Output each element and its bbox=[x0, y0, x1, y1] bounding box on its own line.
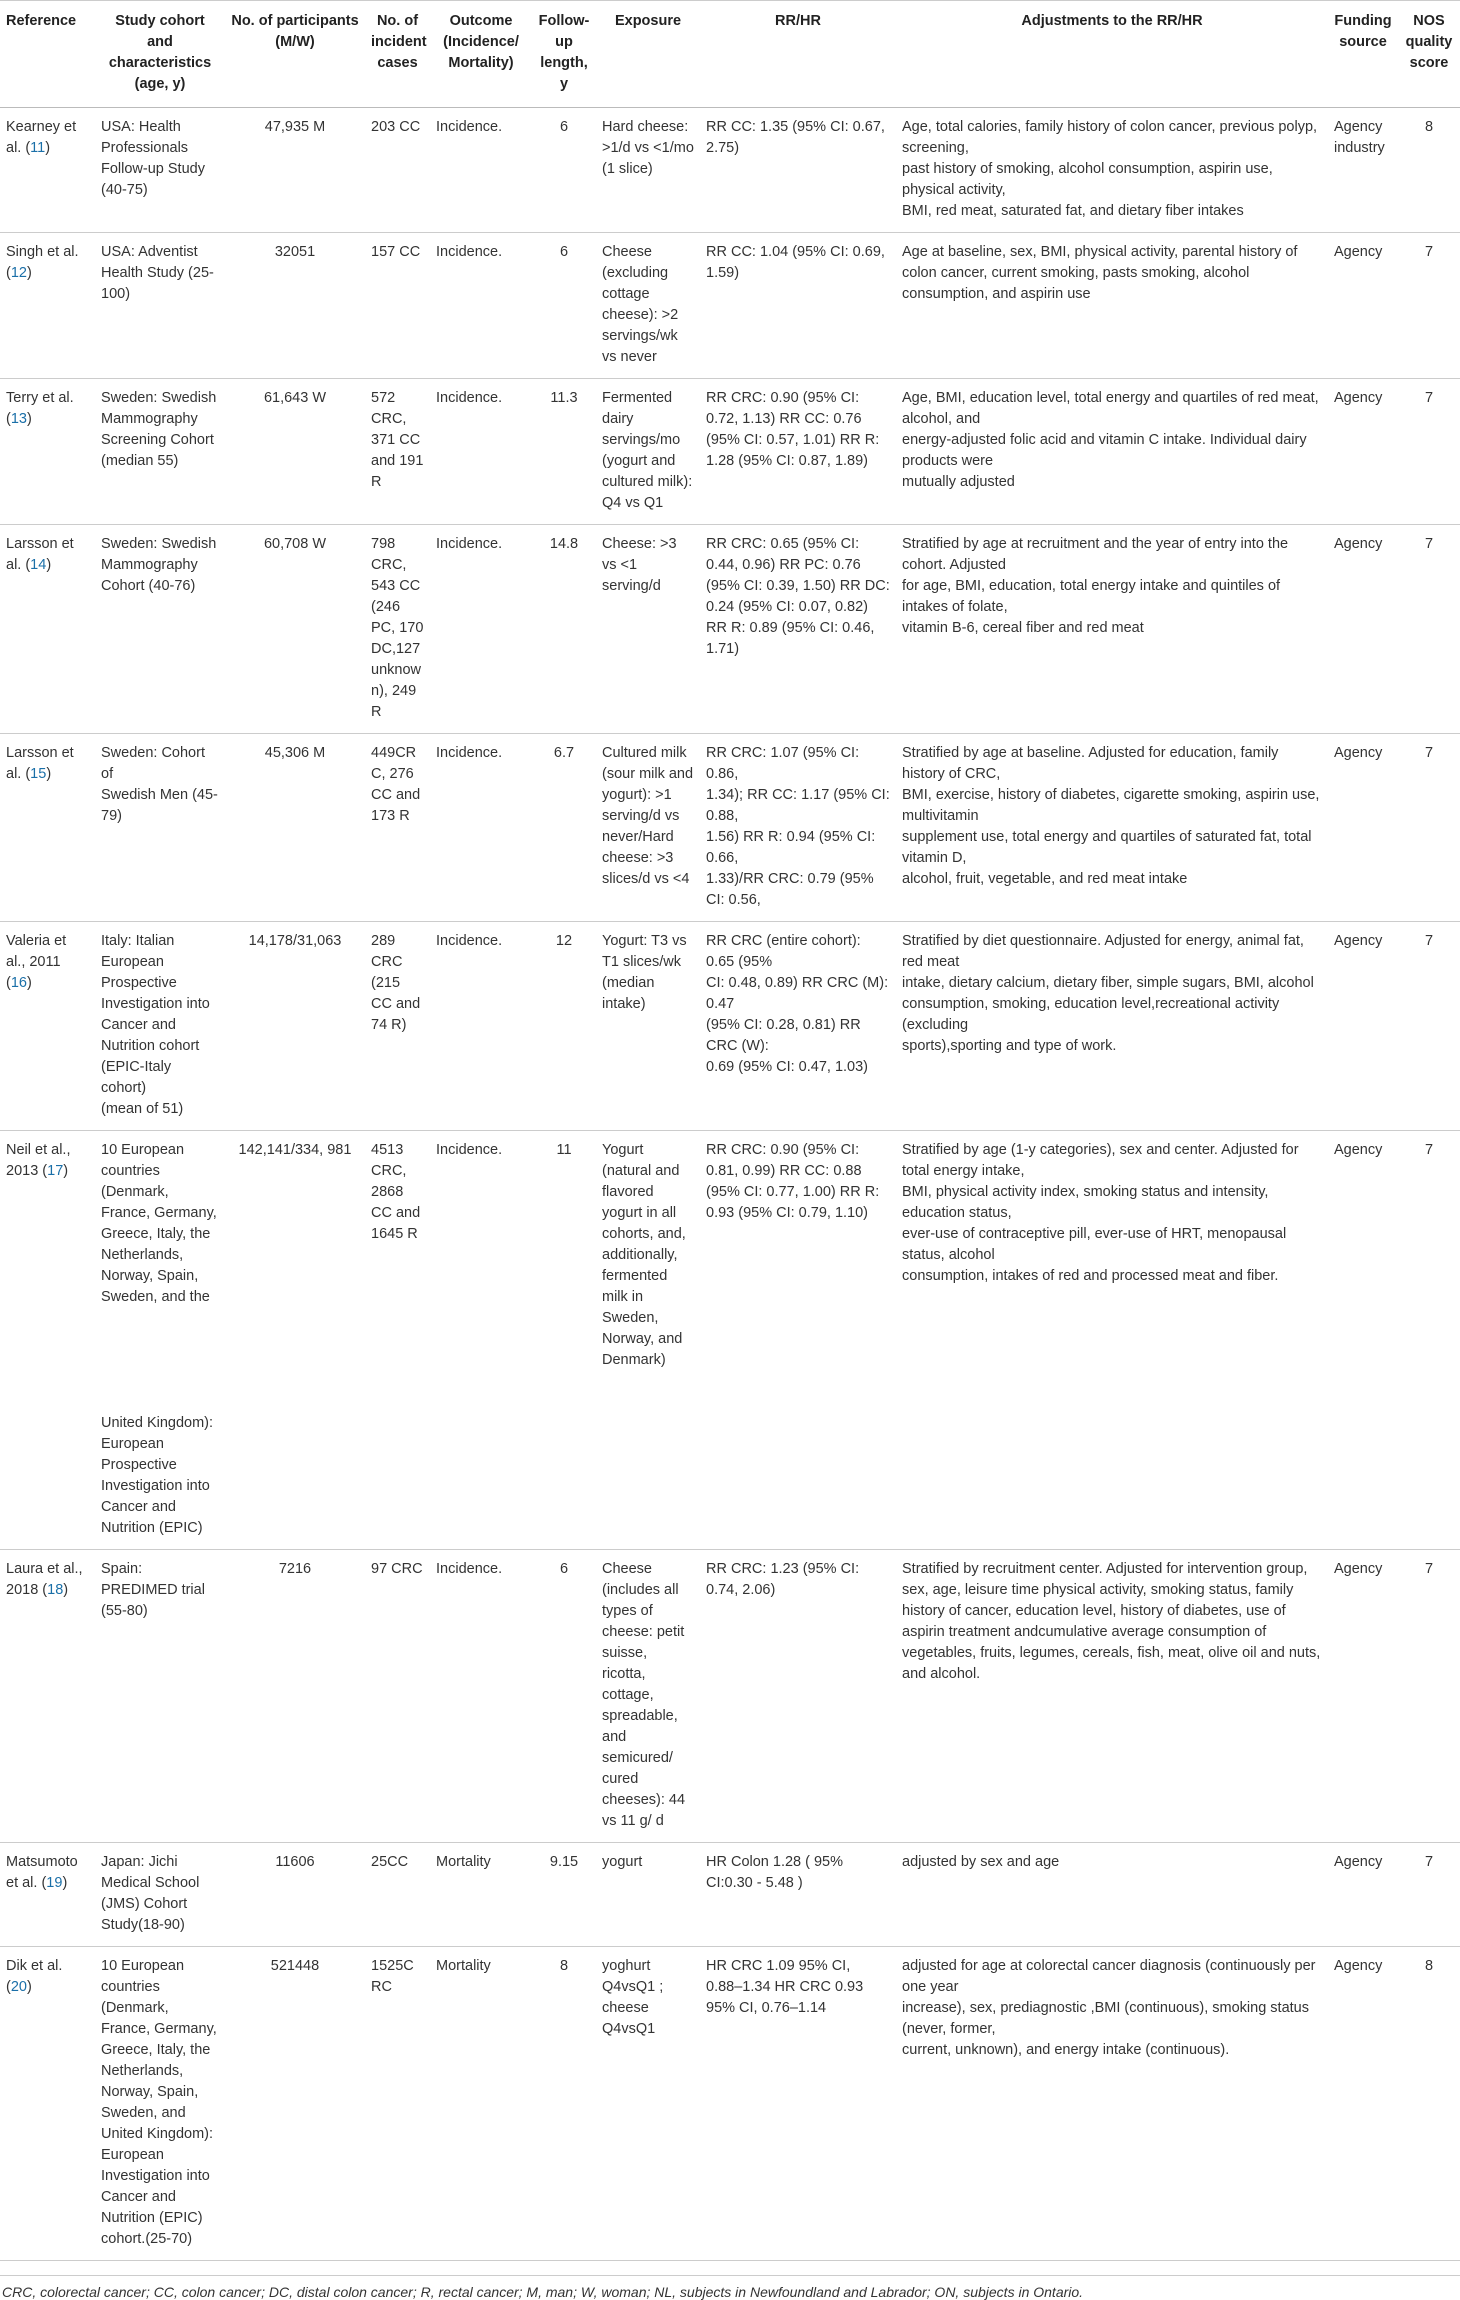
reference-close: ) bbox=[45, 140, 51, 156]
reference-link[interactable]: 12 bbox=[10, 265, 27, 281]
cell-exposure: Fermented dairy servings/mo (yogurt and cultured milk): Q4 vs Q1 bbox=[596, 379, 700, 525]
cell-study-cohort: Spain: PREDIMED trial (55-80) bbox=[95, 1550, 225, 1843]
cell-participants: 47,935 M bbox=[225, 108, 365, 233]
cell-adjustments: Stratified by recruitment center. Adjusted for intervention group, sex, age, leisure time physical activity, smoking status, family history of cancer, education level, history of diabetes, use of aspirin treatment andcumulative average consumption of vegetables, fruits, legumes, cereals, fish, meat, olive oil and nuts, and alcohol. bbox=[896, 1550, 1328, 1843]
cell-adjustments: Age, total calories, family history of colon cancer, previous polyp, screening, past history of smoking, alcohol consumption, aspirin use, physical activity, BMI, red meat, saturated fat, and dietary fiber intakes bbox=[896, 108, 1328, 233]
col-adjustments: Adjustments to the RR/HR bbox=[896, 1, 1328, 108]
cell-rr-hr: RR CRC: 1.23 (95% CI: 0.74, 2.06) bbox=[700, 1550, 896, 1843]
table-row bbox=[0, 734, 1460, 922]
cell-study-cohort: Japan: Jichi Medical School (JMS) Cohort Study(18-90) bbox=[95, 1843, 225, 1947]
cell-exposure: Yogurt (natural and flavored yogurt in all cohorts, and, additionally, fermented milk in Sweden, Norway, and Denmark) bbox=[596, 1131, 700, 1550]
cell-study-cohort: Sweden: Swedish Mammography Screening Cohort (median 55) bbox=[95, 379, 225, 525]
cell-adjustments: Age at baseline, sex, BMI, physical activity, parental history of colon cancer, current smoking, pasts smoking, alcohol consumption, and aspirin use bbox=[896, 233, 1328, 379]
cell-outcome: Incidence. bbox=[430, 734, 532, 922]
reference-link[interactable]: 19 bbox=[46, 1875, 63, 1891]
cell-participants: 7216 bbox=[225, 1550, 365, 1843]
cell-participants: 45,306 M bbox=[225, 734, 365, 922]
cell-adjustments: adjusted by sex and age bbox=[896, 1843, 1328, 1947]
cell-participants: 142,141/334, 981 bbox=[225, 1131, 365, 1550]
reference-link[interactable]: 11 bbox=[30, 140, 46, 156]
cell-reference bbox=[0, 108, 95, 233]
cell-participants: 32051 bbox=[225, 233, 365, 379]
cell-nos-score: 8 bbox=[1398, 1947, 1460, 2261]
reference-close: ) bbox=[26, 975, 32, 991]
cell-exposure: Yogurt: T3 vs T1 slices/wk (median intake) bbox=[596, 922, 700, 1131]
cell-incident-cases: 449CRC, 276 CC and 173 R bbox=[365, 734, 430, 922]
reference-text: Larsson et al. ( bbox=[6, 536, 74, 573]
cell-funding: Agency industry bbox=[1328, 108, 1398, 233]
table-row bbox=[0, 1843, 1460, 1947]
cell-participants: 60,708 W bbox=[225, 525, 365, 734]
cell-study-cohort: 10 European countries (Denmark, France, Germany, Greece, Italy, the Netherlands, Norway, Spain, Sweden, and United Kingdom): European Investigation into Cancer and Nutrition (EPIC) cohort.(25-70) bbox=[95, 1947, 225, 2261]
cell-outcome: Incidence. bbox=[430, 1550, 532, 1843]
cell-incident-cases: 289 CRC (215 CC and 74 R) bbox=[365, 922, 430, 1131]
col-followup: Follow-up length, y bbox=[532, 1, 596, 108]
reference-link[interactable]: 17 bbox=[47, 1163, 64, 1179]
cell-nos-score: 7 bbox=[1398, 1550, 1460, 1843]
table-header bbox=[0, 1, 1460, 108]
cell-incident-cases: 157 CC bbox=[365, 233, 430, 379]
col-rr-hr: RR/HR bbox=[700, 1, 896, 108]
cell-outcome: Incidence. bbox=[430, 922, 532, 1131]
reference-text: Laura et al., 2018 ( bbox=[6, 1561, 83, 1598]
cell-followup: 6 bbox=[532, 1550, 596, 1843]
cell-rr-hr: RR CC: 1.35 (95% CI: 0.67, 2.75) bbox=[700, 108, 896, 233]
cell-funding: Agency bbox=[1328, 525, 1398, 734]
cell-followup: 11.3 bbox=[532, 379, 596, 525]
cell-study-cohort: Sweden: Swedish Mammography Cohort (40-76) bbox=[95, 525, 225, 734]
cell-participants: 61,643 W bbox=[225, 379, 365, 525]
cell-reference bbox=[0, 525, 95, 734]
table-footnote: CRC, colorectal cancer; CC, colon cancer; DC, distal colon cancer; R, rectal cancer; M, man; W, woman; NL, subjects in Newfoundland and Labrador; ON, subjects in Ontario. bbox=[0, 2275, 1460, 2300]
cell-nos-score: 7 bbox=[1398, 922, 1460, 1131]
cell-adjustments: Stratified by age at baseline. Adjusted for education, family history of CRC, BMI, exercise, history of diabetes, cigarette smoking, aspirin use, multivitamin supplement use, total energy and quartiles of saturated fat, total vitamin D, alcohol, fruit, vegetable, and red meat intake bbox=[896, 734, 1328, 922]
table-row bbox=[0, 379, 1460, 525]
cell-rr-hr: HR CRC 1.09 95% CI, 0.88–1.34 HR CRC 0.93 95% CI, 0.76–1.14 bbox=[700, 1947, 896, 2261]
cell-exposure: Cheese (excluding cottage cheese): >2 servings/wk vs never bbox=[596, 233, 700, 379]
cell-exposure: Hard cheese: >1/d vs <1/mo (1 slice) bbox=[596, 108, 700, 233]
cell-rr-hr: RR CC: 1.04 (95% CI: 0.69, 1.59) bbox=[700, 233, 896, 379]
reference-link[interactable]: 20 bbox=[10, 1979, 27, 1995]
cell-adjustments: Stratified by age at recruitment and the year of entry into the cohort. Adjusted for age, BMI, education, total energy intake and quintiles of intakes of folate, vitamin B-6, cereal fiber and red meat bbox=[896, 525, 1328, 734]
cell-adjustments: Age, BMI, education level, total energy and quartiles of red meat, alcohol, and energy-adjusted folic acid and vitamin C intake. Individual dairy products were mutually adjusted bbox=[896, 379, 1328, 525]
cell-study-cohort: Sweden: Cohort of Swedish Men (45-79) bbox=[95, 734, 225, 922]
cell-study-cohort: USA: Health Professionals Follow-up Study (40-75) bbox=[95, 108, 225, 233]
cell-reference bbox=[0, 1550, 95, 1843]
col-study-cohort: Study cohort and characteristics (age, y) bbox=[95, 1, 225, 108]
cell-followup: 12 bbox=[532, 922, 596, 1131]
table-row bbox=[0, 1550, 1460, 1843]
cell-reference bbox=[0, 379, 95, 525]
cell-nos-score: 7 bbox=[1398, 1843, 1460, 1947]
cell-nos-score: 7 bbox=[1398, 379, 1460, 525]
reference-text: Dik et al. ( bbox=[6, 1958, 63, 1995]
reference-text: Larsson et al. ( bbox=[6, 745, 74, 782]
cell-funding: Agency bbox=[1328, 1843, 1398, 1947]
cell-exposure: Cheese: >3 vs <1 serving/d bbox=[596, 525, 700, 734]
reference-text: Valeria et al., 2011 ( bbox=[6, 933, 67, 991]
col-participants: No. of participants (M/W) bbox=[225, 1, 365, 108]
cell-funding: Agency bbox=[1328, 734, 1398, 922]
table-row bbox=[0, 1131, 1460, 1550]
reference-close: ) bbox=[26, 411, 32, 427]
cell-nos-score: 7 bbox=[1398, 734, 1460, 922]
cell-participants: 11606 bbox=[225, 1843, 365, 1947]
reference-link[interactable]: 13 bbox=[10, 411, 27, 427]
cell-incident-cases: 97 CRC bbox=[365, 1550, 430, 1843]
table-row bbox=[0, 525, 1460, 734]
cell-rr-hr: RR CRC (entire cohort): 0.65 (95% CI: 0.48, 0.89) RR CRC (M): 0.47 (95% CI: 0.28, 0.81) RR CRC (W): 0.69 (95% CI: 0.47, 1.03) bbox=[700, 922, 896, 1131]
cell-followup: 9.15 bbox=[532, 1843, 596, 1947]
cell-followup: 6.7 bbox=[532, 734, 596, 922]
table-row bbox=[0, 233, 1460, 379]
cell-nos-score: 7 bbox=[1398, 1131, 1460, 1550]
cell-reference bbox=[0, 1843, 95, 1947]
cell-nos-score: 8 bbox=[1398, 108, 1460, 233]
cell-study-cohort: 10 European countries (Denmark, France, Germany, Greece, Italy, the Netherlands, Norway, Spain, Sweden, and the United Kingdom): European Prospective Investigation into Cancer and Nutrition (EPIC) bbox=[95, 1131, 225, 1550]
cell-reference bbox=[0, 233, 95, 379]
cell-nos-score: 7 bbox=[1398, 233, 1460, 379]
reference-close: ) bbox=[26, 1979, 32, 1995]
cell-funding: Agency bbox=[1328, 379, 1398, 525]
cell-adjustments: adjusted for age at colorectal cancer diagnosis (continuously per one year increase), sex, prediagnostic ,BMI (continuous), smoking status (never, former, current, unknown), and energy intake (continuous). bbox=[896, 1947, 1328, 2261]
cell-incident-cases: 4513 CRC, 2868 CC and 1645 R bbox=[365, 1131, 430, 1550]
cell-funding: Agency bbox=[1328, 1131, 1398, 1550]
table-row bbox=[0, 1947, 1460, 2261]
reference-link[interactable]: 14 bbox=[30, 557, 47, 573]
reference-text: Matsumoto et al. ( bbox=[6, 1854, 78, 1891]
cell-exposure: yogurt bbox=[596, 1843, 700, 1947]
cell-incident-cases: 1525CRC bbox=[365, 1947, 430, 2261]
reference-close: ) bbox=[46, 766, 52, 782]
reference-text: Kearney et al. ( bbox=[6, 119, 77, 156]
cell-incident-cases: 25CC bbox=[365, 1843, 430, 1947]
cell-followup: 8 bbox=[532, 1947, 596, 2261]
cell-incident-cases: 203 CC bbox=[365, 108, 430, 233]
cell-funding: Agency bbox=[1328, 1947, 1398, 2261]
cell-rr-hr: RR CRC: 1.07 (95% CI: 0.86, 1.34); RR CC: 1.17 (95% CI: 0.88, 1.56) RR R: 0.94 (95% CI: 0.66, 1.33)/RR CRC: 0.79 (95% CI: 0.56, bbox=[700, 734, 896, 922]
reference-close: ) bbox=[26, 265, 32, 281]
cell-outcome: Incidence. bbox=[430, 1131, 532, 1550]
reference-text: Terry et al. ( bbox=[6, 390, 74, 427]
cell-incident-cases: 572 CRC, 371 CC and 191 R bbox=[365, 379, 430, 525]
cell-rr-hr: RR CRC: 0.90 (95% CI: 0.72, 1.13) RR CC: 0.76 (95% CI: 0.57, 1.01) RR R: 1.28 (95% CI: 0.87, 1.89) bbox=[700, 379, 896, 525]
reference-text: Neil et al., 2013 ( bbox=[6, 1142, 71, 1179]
col-funding: Funding source bbox=[1328, 1, 1398, 108]
col-outcome: Outcome (Incidence/ Mortality) bbox=[430, 1, 532, 108]
cell-outcome: Incidence. bbox=[430, 379, 532, 525]
table-body bbox=[0, 108, 1460, 2261]
col-incident-cases: No. of incident cases bbox=[365, 1, 430, 108]
cell-exposure: yoghurt Q4vsQ1 ; cheese Q4vsQ1 bbox=[596, 1947, 700, 2261]
cell-study-cohort: USA: Adventist Health Study (25-100) bbox=[95, 233, 225, 379]
table-row bbox=[0, 108, 1460, 233]
cell-rr-hr: RR CRC: 0.65 (95% CI: 0.44, 0.96) RR PC: 0.76 (95% CI: 0.39, 1.50) RR DC: 0.24 (95% CI: 0.07, 0.82) RR R: 0.89 (95% CI: 0.46, 1.71) bbox=[700, 525, 896, 734]
cell-followup: 14.8 bbox=[532, 525, 596, 734]
cell-exposure: Cultured milk (sour milk and yogurt): >1 serving/d vs never/Hard cheese: >3 slices/d vs <4 bbox=[596, 734, 700, 922]
cell-funding: Agency bbox=[1328, 233, 1398, 379]
cell-incident-cases: 798 CRC, 543 CC (246 PC, 170 DC,127 unknown), 249 R bbox=[365, 525, 430, 734]
cell-reference bbox=[0, 1947, 95, 2261]
cell-exposure: Cheese (includes all types of cheese: petit suisse, ricotta, cottage, spreadable, and semicured/ cured cheeses): 44 vs 11 g/ d bbox=[596, 1550, 700, 1843]
reference-close: ) bbox=[46, 557, 52, 573]
cell-outcome: Incidence. bbox=[430, 525, 532, 734]
reference-link[interactable]: 18 bbox=[47, 1582, 64, 1598]
col-exposure: Exposure bbox=[596, 1, 700, 108]
cell-adjustments: Stratified by diet questionnaire. Adjusted for energy, animal fat, red meat intake, dietary calcium, dietary fiber, simple sugars, BMI, alcohol consumption, smoking, education level,recreational activity (excluding sports),sporting and type of work. bbox=[896, 922, 1328, 1131]
cell-reference bbox=[0, 734, 95, 922]
cell-rr-hr: HR Colon 1.28 ( 95% CI:0.30 - 5.48 ) bbox=[700, 1843, 896, 1947]
cell-nos-score: 7 bbox=[1398, 525, 1460, 734]
cell-adjustments: Stratified by age (1-y categories), sex and center. Adjusted for total energy intake, BMI, physical activity index, smoking status and intensity, education status, ever-use of contraceptive pill, ever-use of HRT, menopausal status, alcohol consumption, intakes of red and processed meat and fiber. bbox=[896, 1131, 1328, 1550]
cell-reference bbox=[0, 922, 95, 1131]
cell-outcome: Incidence. bbox=[430, 108, 532, 233]
table-row bbox=[0, 922, 1460, 1131]
cell-followup: 11 bbox=[532, 1131, 596, 1550]
cell-funding: Agency bbox=[1328, 922, 1398, 1131]
cell-outcome: Incidence. bbox=[430, 233, 532, 379]
cell-reference bbox=[0, 1131, 95, 1550]
cell-participants: 14,178/31,063 bbox=[225, 922, 365, 1131]
reference-close: ) bbox=[63, 1163, 69, 1179]
cell-study-cohort: Italy: Italian European Prospective Investigation into Cancer and Nutrition cohort (EPIC-Italy cohort) (mean of 51) bbox=[95, 922, 225, 1131]
reference-text: Singh et al. ( bbox=[6, 244, 79, 281]
reference-link[interactable]: 15 bbox=[30, 766, 47, 782]
cell-followup: 6 bbox=[532, 233, 596, 379]
cell-participants: 521448 bbox=[225, 1947, 365, 2261]
reference-link[interactable]: 16 bbox=[10, 975, 27, 991]
col-reference: Reference bbox=[0, 1, 95, 108]
cell-followup: 6 bbox=[532, 108, 596, 233]
cell-rr-hr: RR CRC: 0.90 (95% CI: 0.81, 0.99) RR CC: 0.88 (95% CI: 0.77, 1.00) RR R: 0.93 (95% CI: 0.79, 1.10) bbox=[700, 1131, 896, 1550]
reference-close: ) bbox=[62, 1875, 68, 1891]
reference-close: ) bbox=[63, 1582, 69, 1598]
cell-outcome: Mortality bbox=[430, 1843, 532, 1947]
cell-funding: Agency bbox=[1328, 1550, 1398, 1843]
col-nos-score: NOS quality score bbox=[1398, 1, 1460, 108]
cell-outcome: Mortality bbox=[430, 1947, 532, 2261]
